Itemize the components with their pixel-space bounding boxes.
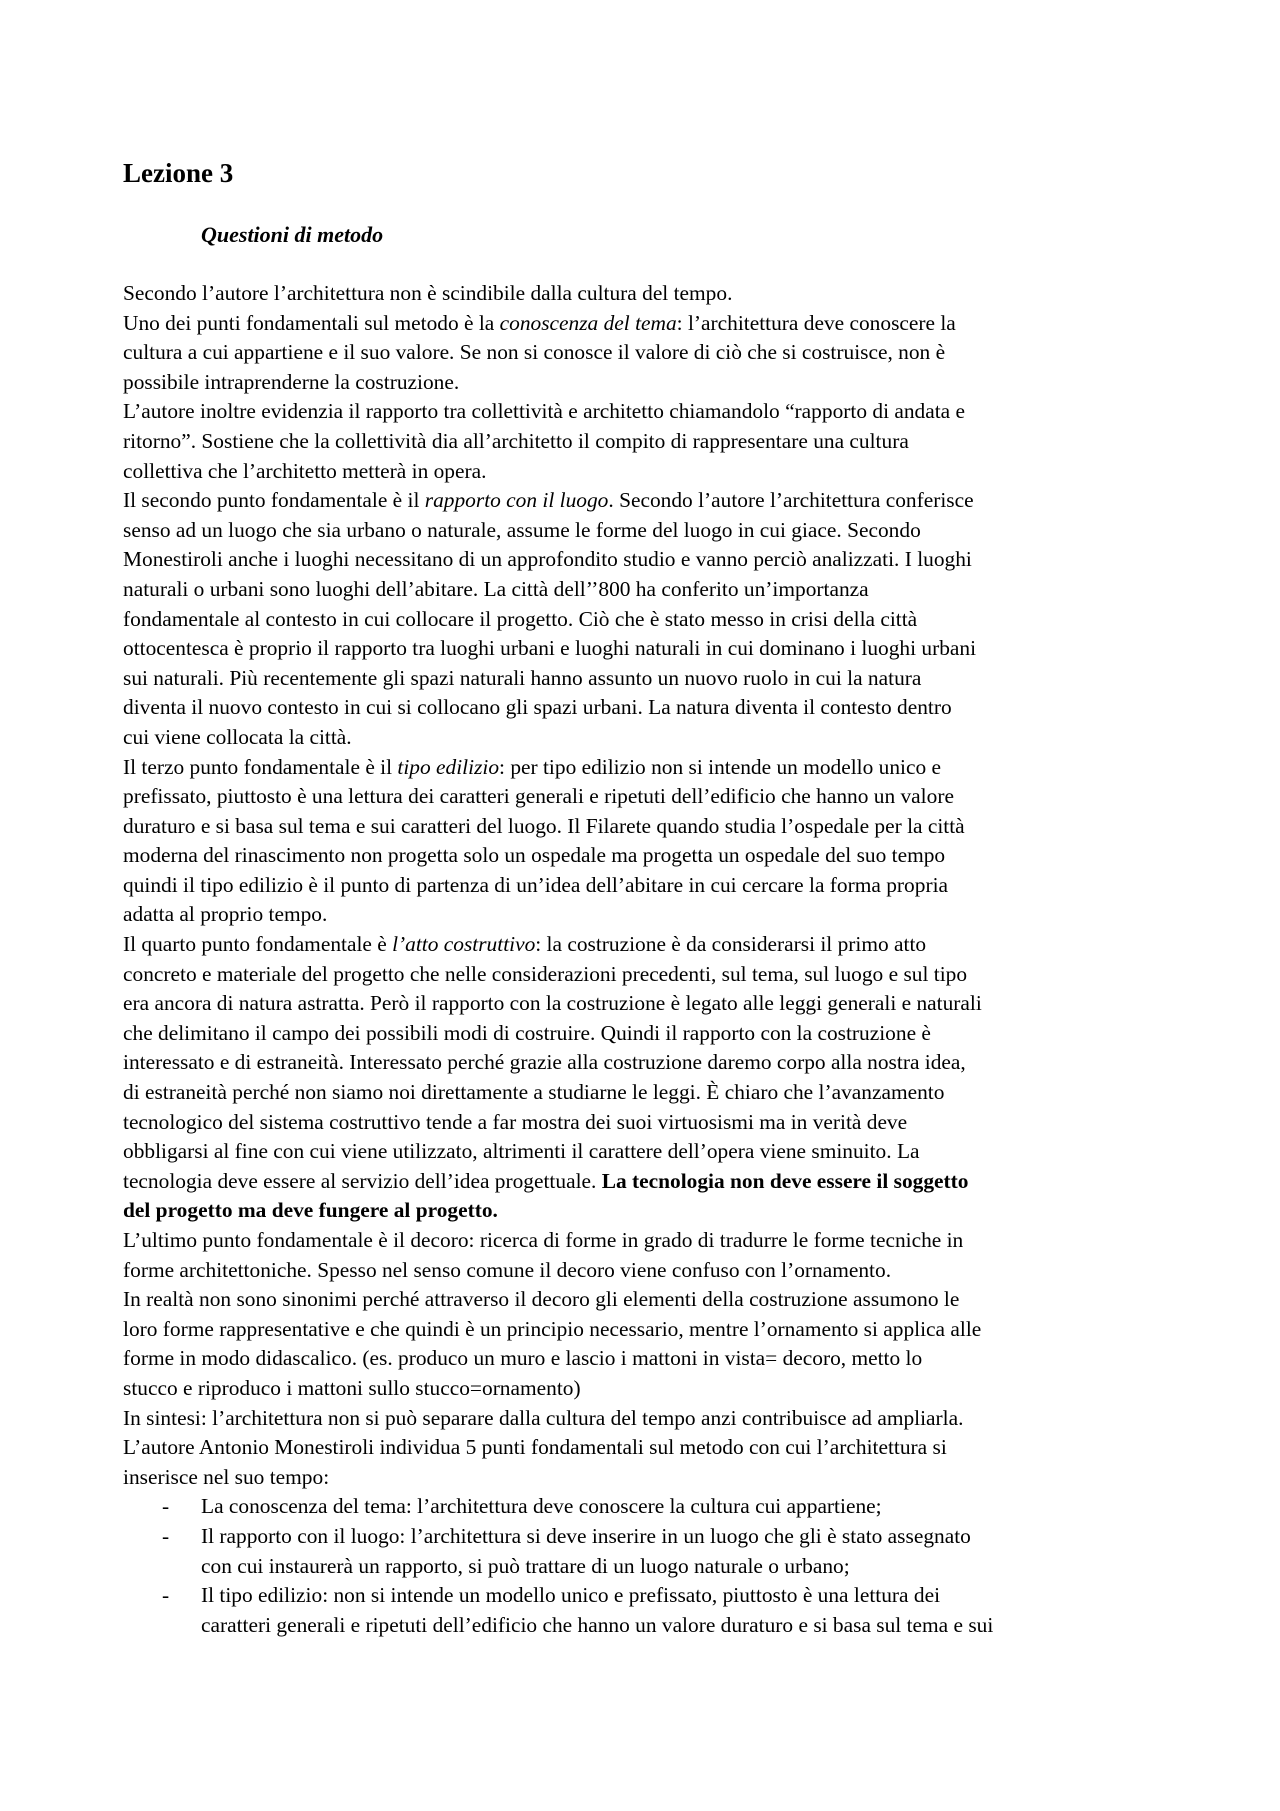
text-run: tecnologia deve essere al servizio dell’idea progettuale. xyxy=(123,1168,602,1193)
text-run: : per tipo edilizio non si intende un modello unico e xyxy=(499,754,942,779)
list-item-line xyxy=(201,1492,1173,1522)
paragraph-line xyxy=(123,1374,1173,1404)
paragraph-line xyxy=(123,457,1173,487)
paragraph-line xyxy=(123,812,1173,842)
paragraph-line xyxy=(123,605,1173,635)
text-run: diventa il nuovo contesto in cui si collocano gli spazi urbani. La natura diventa il contesto dentro xyxy=(123,695,952,720)
text-run: Monestiroli anche i luoghi necessitano di un approfondito studio e vanno perciò analizzati. I luoghi xyxy=(123,547,972,572)
text-run: di estraneità perché non siamo noi direttamente a studiarne le leggi. È chiaro che l’avanzamento xyxy=(123,1080,945,1105)
text-run: La conoscenza del tema: l’architettura deve conoscere la cultura cui appartiene; xyxy=(201,1494,882,1519)
text-run: caratteri generali e ripetuti dell’edificio che hanno un valore duraturo e si basa sul tema e sui xyxy=(201,1612,994,1637)
text-run: naturali o urbani sono luoghi dell’abitare. La città dell’’800 ha conferito un’importanza xyxy=(123,576,869,601)
list-item-line xyxy=(201,1522,1173,1552)
text-run: Il terzo punto fondamentale è il xyxy=(123,754,398,779)
body-text xyxy=(123,279,1173,1640)
list-item-line xyxy=(201,1581,1173,1611)
emphasis-text: rapporto con il luogo xyxy=(424,488,609,513)
paragraph-line xyxy=(123,634,1173,664)
paragraph-line xyxy=(123,1285,1173,1315)
text-run: In sintesi: l’architettura non si può separare dalla cultura del tempo anzi contribuisce ad ampliarla. xyxy=(123,1405,964,1430)
paragraph-line xyxy=(123,309,1173,339)
emphasis-text: l’atto costruttivo xyxy=(392,932,536,957)
text-run: L’autore inoltre evidenzia il rapporto tra collettività e architetto chiamandolo “rapporto di andata e xyxy=(123,399,966,424)
bullet-marker: - xyxy=(162,1494,170,1519)
text-run: cultura a cui appartiene e il suo valore. Se non si conosce il valore di ciò che si costruisce, non è xyxy=(123,340,946,365)
list-item xyxy=(123,1581,1173,1640)
paragraph-line xyxy=(123,664,1173,694)
paragraph-line xyxy=(123,1344,1173,1374)
paragraph-line xyxy=(123,960,1173,990)
list-item xyxy=(123,1522,1173,1581)
paragraph-line xyxy=(123,397,1173,427)
text-run: : l’architettura deve conoscere la xyxy=(676,310,956,335)
bold-text: La tecnologia non deve essere il soggetto xyxy=(601,1168,969,1193)
paragraph-line xyxy=(123,753,1173,783)
section-subtitle: Questioni di metodo xyxy=(201,222,384,247)
list-item-line xyxy=(201,1552,1173,1582)
paragraph-line xyxy=(123,1137,1173,1167)
paragraph-line xyxy=(123,782,1173,812)
paragraphs xyxy=(123,279,1173,1492)
bullet-marker: - xyxy=(162,1583,170,1608)
paragraph-line xyxy=(123,900,1173,930)
paragraph-line xyxy=(123,279,1173,309)
paragraph-line xyxy=(123,1048,1173,1078)
bold-text: del progetto ma deve fungere al progetto. xyxy=(123,1198,498,1223)
text-run: con cui instaurerà un rapporto, si può trattare di un luogo naturale o urbano; xyxy=(201,1553,850,1578)
paragraph-line xyxy=(123,1404,1173,1434)
text-run: duraturo e si basa sul tema e sui caratteri del luogo. Il Filarete quando studia l’ospedale per la città xyxy=(123,813,965,838)
paragraph-line xyxy=(123,989,1173,1019)
text-run: inserisce nel suo tempo: xyxy=(123,1464,330,1489)
text-run: concreto e materiale del progetto che nelle considerazioni precedenti, sul tema, sul luogo e sul tipo xyxy=(123,961,968,986)
text-run: L’autore Antonio Monestiroli individua 5 punti fondamentali sul metodo con cui l’architettura si xyxy=(123,1435,947,1460)
text-run: Il secondo punto fondamentale è il xyxy=(123,488,425,513)
text-run: Il tipo edilizio: non si intende un modello unico e prefissato, piuttosto è una lettura dei xyxy=(201,1583,941,1608)
paragraph-line xyxy=(123,338,1173,368)
paragraph-line xyxy=(123,723,1173,753)
list-item-line xyxy=(201,1611,1173,1641)
text-run: quindi il tipo edilizio è il punto di partenza di un’idea dell’abitare in cui cercare la forma propria xyxy=(123,872,949,897)
paragraph-line xyxy=(123,1078,1173,1108)
text-run: forme in modo didascalico. (es. produco un muro e lascio i mattoni in vista= decoro, metto lo xyxy=(123,1346,923,1371)
text-run: interessato e di estraneità. Interessato perché grazie alla costruzione daremo corpo alla nostra idea, xyxy=(123,1050,966,1075)
text-run: cui viene collocata la città. xyxy=(123,724,352,749)
paragraph-line xyxy=(123,930,1173,960)
paragraph-line xyxy=(123,368,1173,398)
text-run: sui naturali. Più recentemente gli spazi naturali hanno assunto un nuovo ruolo in cui la natura xyxy=(123,665,922,690)
text-run: che delimitano il campo dei possibili modi di costruire. Quindi il rapporto con la costruzione è xyxy=(123,1020,931,1045)
text-run: tecnologico del sistema costruttivo tende a far mostra dei suoi virtuosismi ma in verità deve xyxy=(123,1109,908,1134)
text-run: prefissato, piuttosto è una lettura dei caratteri generali e ripetuti dell’edificio che hanno un valore xyxy=(123,784,954,809)
text-run: moderna del rinascimento non progetta solo un ospedale ma progetta un ospedale del suo tempo xyxy=(123,843,946,868)
paragraph-line xyxy=(123,1256,1173,1286)
text-run: fondamentale al contesto in cui collocare il progetto. Ciò che è stato messo in crisi della città xyxy=(123,606,918,631)
paragraph-line xyxy=(123,1167,1173,1197)
paragraph-line xyxy=(123,575,1173,605)
text-run: Uno dei punti fondamentali sul metodo è la xyxy=(123,310,500,335)
text-run: ritorno”. Sostiene che la collettività dia all’architetto il compito di rappresentare una cultura xyxy=(123,428,909,453)
lesson-title: Lezione 3 xyxy=(123,158,234,188)
text-run: adatta al proprio tempo. xyxy=(123,902,328,927)
text-run: . Secondo l’autore l’architettura conferisce xyxy=(608,488,974,513)
bullet-list xyxy=(123,1492,1173,1640)
paragraph-line xyxy=(123,1226,1173,1256)
paragraph-line xyxy=(123,841,1173,871)
text-run: ottocentesca è proprio il rapporto tra luoghi urbani e luoghi naturali in cui dominano i luoghi urbani xyxy=(123,636,977,661)
paragraph-line xyxy=(123,1315,1173,1345)
text-run: stucco e riproduco i mattoni sullo stucco=ornamento) xyxy=(123,1375,581,1400)
text-run: forme architettoniche. Spesso nel senso comune il decoro viene confuso con l’ornamento. xyxy=(123,1257,892,1282)
text-run: obbligarsi al fine con cui viene utilizzato, altrimenti il carattere dell’opera viene sminuito. La xyxy=(123,1139,920,1164)
text-run: In realtà non sono sinonimi perché attraverso il decoro gli elementi della costruzione assumono le xyxy=(123,1287,960,1312)
paragraph-line xyxy=(123,427,1173,457)
paragraph-line xyxy=(123,1019,1173,1049)
paragraph-line xyxy=(123,1108,1173,1138)
text-run: Il quarto punto fondamentale è xyxy=(123,932,393,957)
paragraph-line xyxy=(123,545,1173,575)
paragraph-line xyxy=(123,1196,1173,1226)
bullet-marker: - xyxy=(162,1523,170,1548)
list-item xyxy=(123,1492,1173,1522)
paragraph-line xyxy=(123,486,1173,516)
paragraph-line xyxy=(123,516,1173,546)
text-run: possibile intraprenderne la costruzione. xyxy=(123,369,460,394)
text-run: senso ad un luogo che sia urbano o naturale, assume le forme del luogo in cui giace. Secondo xyxy=(123,517,921,542)
text-run: : la costruzione è da considerarsi il primo atto xyxy=(535,932,927,957)
emphasis-text: conoscenza del tema xyxy=(499,310,677,335)
text-run: era ancora di natura astratta. Però il rapporto con la costruzione è legato alle leggi generali e naturali xyxy=(123,991,982,1016)
text-run: Secondo l’autore l’architettura non è scindibile dalla cultura del tempo. xyxy=(123,281,733,305)
text-run: L’ultimo punto fondamentale è il decoro: ricerca di forme in grado di tradurre le forme tecniche in xyxy=(123,1228,964,1252)
text-run: loro forme rappresentative e che quindi è un principio necessario, mentre l’ornamento si applica alle xyxy=(123,1316,982,1341)
text-run: Il rapporto con il luogo: l’architettura si deve inserire in un luogo che gli è stato assegnato xyxy=(201,1523,971,1548)
paragraph-line xyxy=(123,1433,1173,1463)
paragraph-line xyxy=(123,693,1173,723)
emphasis-text: tipo edilizio xyxy=(397,754,500,779)
text-run: collettiva che l’architetto metterà in opera. xyxy=(123,458,487,483)
paragraph-line xyxy=(123,871,1173,901)
paragraph-line xyxy=(123,1463,1173,1493)
